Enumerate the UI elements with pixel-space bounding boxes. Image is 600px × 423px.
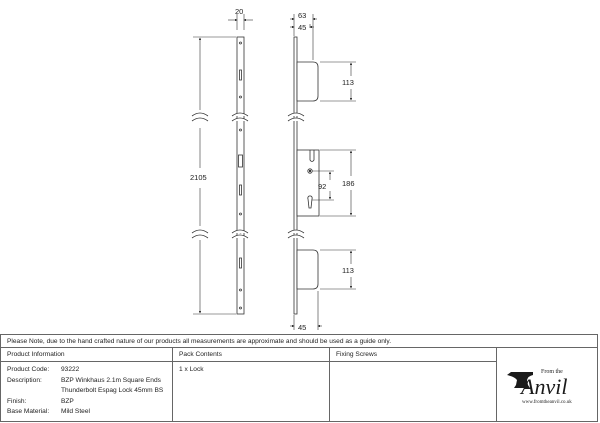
anvil-logo-icon <box>497 348 597 421</box>
product-info-panel <box>0 348 598 422</box>
info-value: BZP <box>61 397 74 405</box>
dim-label-186: 186 <box>342 179 355 188</box>
info-value: 93222 <box>61 366 80 373</box>
info-label: Description: <box>7 376 42 384</box>
front-view-faceplate <box>237 37 244 314</box>
info-row <box>1 386 172 397</box>
info-value: Mild Steel <box>61 408 90 415</box>
pack-contents-column <box>173 348 330 421</box>
dim-label-63: 63 <box>298 11 307 20</box>
svg-text:From the: From the <box>541 369 563 375</box>
dimension-width-front <box>228 14 253 30</box>
dim-label-45-bottom: 45 <box>298 323 307 332</box>
dim-label-113-lower: 113 <box>342 266 354 275</box>
pack-contents-value: 1 x Lock <box>179 366 204 373</box>
side-view-lock <box>294 37 319 314</box>
fixing-screws-column <box>330 348 497 421</box>
svg-text:Anvil: Anvil <box>521 374 568 399</box>
pack-contents-header: Pack Contents <box>173 348 329 362</box>
dim-label-113-upper: 113 <box>342 78 354 87</box>
dim-label-92: 92 <box>318 182 327 191</box>
info-label: Finish: <box>7 397 27 405</box>
info-row <box>1 365 172 376</box>
info-row <box>1 407 172 418</box>
info-value: Thunderbolt Espag Lock 45mm BS <box>61 387 164 394</box>
info-value: BZP Winkhaus 2.1m Square Ends <box>61 376 161 384</box>
info-row <box>1 376 172 387</box>
info-row <box>1 397 172 408</box>
info-label: Product Code: <box>7 366 50 373</box>
fixing-screws-value <box>330 362 496 366</box>
dim-label-2105: 2105 <box>190 173 207 182</box>
brand-logo <box>497 348 597 421</box>
dim-label-20: 20 <box>235 7 244 16</box>
info-label: Base Material: <box>7 408 50 415</box>
dim-label-45-top: 45 <box>298 23 307 32</box>
measurement-note: Please Note, due to the hand crafted nature of our products all measurements are approximate and should be used as a guide only. <box>0 334 598 348</box>
svg-text:www.fromtheanvil.co.uk: www.fromtheanvil.co.uk <box>522 400 572 405</box>
fixing-screws-header: Fixing Screws <box>330 348 496 362</box>
product-information-column <box>1 348 173 421</box>
product-information-header: Product Information <box>1 348 172 362</box>
